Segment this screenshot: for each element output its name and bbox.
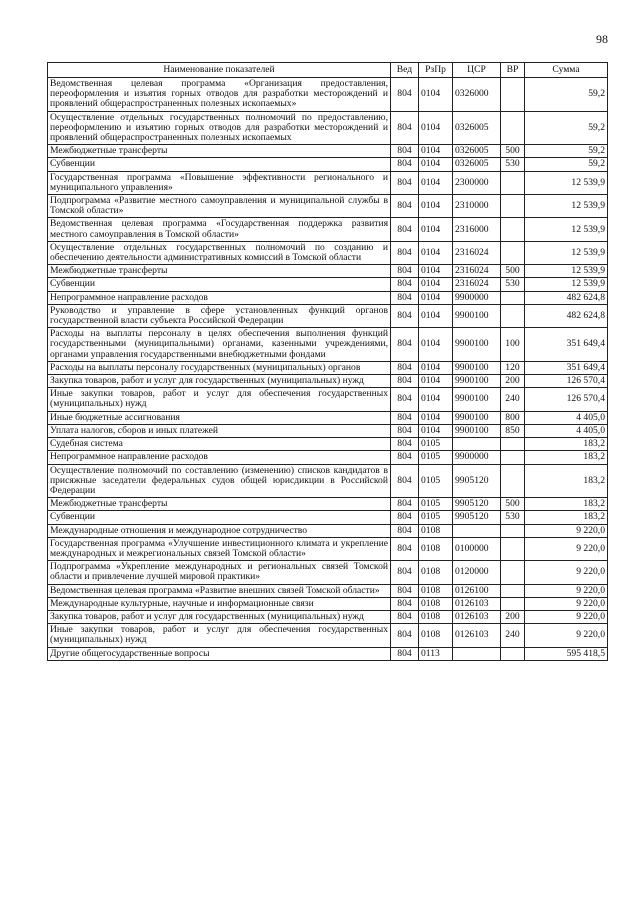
header-vr: ВР — [501, 63, 525, 78]
row-vr-cell — [501, 78, 525, 112]
row-vr-cell — [501, 524, 525, 537]
row-name-cell: Государственная программа «Повышение эффективности регионального и муниципального управления» — [48, 171, 391, 194]
row-name-cell: Закупка товаров, работ и услуг для государственных (муниципальных) нужд — [48, 375, 391, 388]
table-row — [48, 111, 608, 145]
row-ved-cell: 804 — [391, 195, 419, 218]
row-csr-cell: 2316024 — [453, 265, 501, 278]
row-name-cell: Осуществление отдельных государственных полномочий по предоставлению, переоформлению и изъятию горных отводов для разработки месторождений и проявлений общераспространенных полезных ископаемых — [48, 111, 391, 145]
row-vr-cell: 240 — [501, 388, 525, 411]
row-name-cell: Подпрограмма «Развитие местного самоуправления и муниципальной службы в Томской области» — [48, 195, 391, 218]
row-rzpr-cell: 0108 — [419, 561, 453, 584]
table-row — [48, 328, 608, 362]
header-rzpr: РзПр — [419, 63, 453, 78]
row-rzpr-cell: 0105 — [419, 451, 453, 464]
row-vr-cell: 530 — [501, 278, 525, 291]
row-name-cell: Иные бюджетные ассигнования — [48, 411, 391, 424]
row-csr-cell: 9905120 — [453, 511, 501, 524]
row-sum-cell: 9 220,0 — [525, 610, 608, 623]
row-ved-cell: 804 — [391, 218, 419, 241]
table-row — [48, 464, 608, 498]
row-sum-cell: 482 624,8 — [525, 291, 608, 304]
row-ved-cell: 804 — [391, 328, 419, 362]
row-ved-cell: 804 — [391, 278, 419, 291]
row-name-cell: Государственная программа «Улучшение инвестиционного климата и укрепление международных и межрегиональных связей Томской области» — [48, 537, 391, 560]
row-rzpr-cell: 0108 — [419, 624, 453, 647]
table-row — [48, 647, 608, 660]
row-vr-cell: 500 — [501, 265, 525, 278]
row-ved-cell: 804 — [391, 584, 419, 597]
row-csr-cell: 2300000 — [453, 171, 501, 194]
row-name-cell: Межбюджетные трансферты — [48, 265, 391, 278]
table-row — [48, 624, 608, 647]
row-sum-cell: 351 649,4 — [525, 361, 608, 374]
row-csr-cell: 9900100 — [453, 424, 501, 437]
row-sum-cell: 12 539,9 — [525, 171, 608, 194]
table-row — [48, 524, 608, 537]
row-csr-cell: 0326005 — [453, 111, 501, 145]
table-row — [48, 78, 608, 112]
table-header-row — [48, 63, 608, 78]
row-ved-cell: 804 — [391, 241, 419, 264]
row-rzpr-cell: 0104 — [419, 111, 453, 145]
row-sum-cell: 12 539,9 — [525, 218, 608, 241]
row-name-cell: Ведомственная целевая программа «Организация предоставления, переоформления и изъятия горных отводов для разработки месторождений и проявлений общераспространенных полезных ископаемых» — [48, 78, 391, 112]
row-rzpr-cell: 0104 — [419, 195, 453, 218]
row-csr-cell: 0326005 — [453, 158, 501, 171]
row-csr-cell — [453, 524, 501, 537]
table-row — [48, 361, 608, 374]
row-name-cell: Расходы на выплаты персоналу государственных (муниципальных) органов — [48, 361, 391, 374]
row-rzpr-cell: 0105 — [419, 498, 453, 511]
row-csr-cell: 0126100 — [453, 584, 501, 597]
row-rzpr-cell: 0104 — [419, 375, 453, 388]
row-sum-cell: 12 539,9 — [525, 278, 608, 291]
table-row — [48, 388, 608, 411]
row-ved-cell: 804 — [391, 524, 419, 537]
row-rzpr-cell: 0105 — [419, 464, 453, 498]
row-csr-cell: 9900100 — [453, 411, 501, 424]
row-ved-cell: 804 — [391, 561, 419, 584]
row-vr-cell — [501, 584, 525, 597]
row-ved-cell: 804 — [391, 111, 419, 145]
table-row — [48, 304, 608, 327]
row-csr-cell: 9900100 — [453, 361, 501, 374]
row-sum-cell: 183,2 — [525, 451, 608, 464]
row-vr-cell: 100 — [501, 328, 525, 362]
row-rzpr-cell: 0104 — [419, 424, 453, 437]
row-name-cell: Руководство и управление в сфере установленных функций органов государственной власти субъекта Российской Федерации — [48, 304, 391, 327]
row-vr-cell: 500 — [501, 498, 525, 511]
table-row — [48, 424, 608, 437]
row-csr-cell: 9900100 — [453, 328, 501, 362]
row-sum-cell: 9 220,0 — [525, 561, 608, 584]
row-vr-cell — [501, 537, 525, 560]
row-ved-cell: 804 — [391, 498, 419, 511]
row-csr-cell: 9905120 — [453, 464, 501, 498]
row-vr-cell: 800 — [501, 411, 525, 424]
row-sum-cell: 183,2 — [525, 438, 608, 451]
row-ved-cell: 804 — [391, 361, 419, 374]
row-vr-cell: 200 — [501, 375, 525, 388]
row-ved-cell: 804 — [391, 610, 419, 623]
row-vr-cell — [501, 647, 525, 660]
table-row — [48, 451, 608, 464]
row-sum-cell: 9 220,0 — [525, 597, 608, 610]
row-rzpr-cell: 0113 — [419, 647, 453, 660]
row-csr-cell: 9900000 — [453, 451, 501, 464]
row-sum-cell: 4 405,0 — [525, 411, 608, 424]
row-vr-cell — [501, 438, 525, 451]
row-csr-cell: 0126103 — [453, 610, 501, 623]
row-ved-cell: 804 — [391, 304, 419, 327]
row-sum-cell: 183,2 — [525, 464, 608, 498]
row-name-cell: Другие общегосударственные вопросы — [48, 647, 391, 660]
table-row — [48, 511, 608, 524]
row-rzpr-cell: 0105 — [419, 438, 453, 451]
row-csr-cell: 0126103 — [453, 597, 501, 610]
row-vr-cell — [501, 304, 525, 327]
table-row — [48, 498, 608, 511]
row-name-cell: Иные закупки товаров, работ и услуг для обеспечения государственных (муниципальных) нужд — [48, 388, 391, 411]
row-rzpr-cell: 0104 — [419, 278, 453, 291]
row-sum-cell: 9 220,0 — [525, 524, 608, 537]
row-ved-cell: 804 — [391, 451, 419, 464]
row-ved-cell: 804 — [391, 424, 419, 437]
row-ved-cell: 804 — [391, 438, 419, 451]
row-name-cell: Подпрограмма «Укрепление международных и региональных связей Томской области и привлечение лучшей мировой практики» — [48, 561, 391, 584]
row-rzpr-cell: 0104 — [419, 265, 453, 278]
row-csr-cell: 9900000 — [453, 291, 501, 304]
table-row — [48, 411, 608, 424]
row-sum-cell: 12 539,9 — [525, 265, 608, 278]
row-vr-cell: 500 — [501, 145, 525, 158]
table-row — [48, 218, 608, 241]
table-row — [48, 584, 608, 597]
row-ved-cell: 804 — [391, 411, 419, 424]
row-rzpr-cell: 0104 — [419, 361, 453, 374]
row-rzpr-cell: 0104 — [419, 328, 453, 362]
table-row — [48, 291, 608, 304]
header-ved: Вед — [391, 63, 419, 78]
row-vr-cell: 120 — [501, 361, 525, 374]
row-name-cell: Межбюджетные трансферты — [48, 498, 391, 511]
row-sum-cell: 59,2 — [525, 158, 608, 171]
row-vr-cell — [501, 111, 525, 145]
row-vr-cell — [501, 464, 525, 498]
row-name-cell: Субвенции — [48, 158, 391, 171]
row-name-cell: Непрограммное направление расходов — [48, 291, 391, 304]
row-rzpr-cell: 0108 — [419, 610, 453, 623]
header-name: Наименование показателей — [48, 63, 391, 78]
table-row — [48, 375, 608, 388]
row-vr-cell — [501, 451, 525, 464]
row-vr-cell: 530 — [501, 511, 525, 524]
row-name-cell: Ведомственная целевая программа «Развитие внешних связей Томской области» — [48, 584, 391, 597]
row-vr-cell: 240 — [501, 624, 525, 647]
row-vr-cell — [501, 195, 525, 218]
table-body — [48, 78, 608, 661]
row-vr-cell — [501, 597, 525, 610]
row-sum-cell: 183,2 — [525, 511, 608, 524]
row-csr-cell: 9900100 — [453, 388, 501, 411]
row-rzpr-cell: 0104 — [419, 145, 453, 158]
row-rzpr-cell: 0108 — [419, 584, 453, 597]
row-sum-cell: 9 220,0 — [525, 537, 608, 560]
row-sum-cell: 595 418,5 — [525, 647, 608, 660]
row-sum-cell: 12 539,9 — [525, 241, 608, 264]
row-sum-cell: 12 539,9 — [525, 195, 608, 218]
table-row — [48, 278, 608, 291]
row-sum-cell: 126 570,4 — [525, 388, 608, 411]
header-sum: Сумма — [525, 63, 608, 78]
row-vr-cell: 200 — [501, 610, 525, 623]
row-csr-cell: 0126103 — [453, 624, 501, 647]
row-ved-cell: 804 — [391, 145, 419, 158]
row-rzpr-cell: 0108 — [419, 537, 453, 560]
row-csr-cell: 0120000 — [453, 561, 501, 584]
row-rzpr-cell: 0105 — [419, 511, 453, 524]
row-vr-cell — [501, 218, 525, 241]
row-sum-cell: 183,2 — [525, 498, 608, 511]
row-ved-cell: 804 — [391, 291, 419, 304]
table-row — [48, 145, 608, 158]
row-rzpr-cell: 0104 — [419, 388, 453, 411]
row-name-cell: Субвенции — [48, 511, 391, 524]
row-name-cell: Судебная система — [48, 438, 391, 451]
row-vr-cell — [501, 291, 525, 304]
row-sum-cell: 59,2 — [525, 145, 608, 158]
row-csr-cell: 0100000 — [453, 537, 501, 560]
row-csr-cell: 9900100 — [453, 375, 501, 388]
row-rzpr-cell: 0104 — [419, 304, 453, 327]
row-rzpr-cell: 0104 — [419, 78, 453, 112]
row-name-cell: Осуществление отдельных государственных полномочий по созданию и обеспечению деятельности административных комиссий в Томской области — [48, 241, 391, 264]
table-row — [48, 597, 608, 610]
table-row — [48, 171, 608, 194]
row-sum-cell: 59,2 — [525, 78, 608, 112]
table-row — [48, 158, 608, 171]
table-row — [48, 265, 608, 278]
row-ved-cell: 804 — [391, 537, 419, 560]
row-rzpr-cell: 0104 — [419, 158, 453, 171]
row-rzpr-cell: 0108 — [419, 597, 453, 610]
header-csr: ЦСР — [453, 63, 501, 78]
row-csr-cell: 2310000 — [453, 195, 501, 218]
row-sum-cell: 126 570,4 — [525, 375, 608, 388]
row-ved-cell: 804 — [391, 375, 419, 388]
row-csr-cell — [453, 438, 501, 451]
table-row — [48, 537, 608, 560]
row-rzpr-cell: 0108 — [419, 524, 453, 537]
row-name-cell: Закупка товаров, работ и услуг для государственных (муниципальных) нужд — [48, 610, 391, 623]
row-sum-cell: 9 220,0 — [525, 624, 608, 647]
row-ved-cell: 804 — [391, 647, 419, 660]
row-name-cell: Межбюджетные трансферты — [48, 145, 391, 158]
row-name-cell: Международные отношения и международное сотрудничество — [48, 524, 391, 537]
row-vr-cell — [501, 241, 525, 264]
row-sum-cell: 9 220,0 — [525, 584, 608, 597]
row-ved-cell: 804 — [391, 265, 419, 278]
row-name-cell: Расходы на выплаты персоналу в целях обеспечения выполнения функций государственными (муниципальными) органами, казенными учреждениями, органами управления государственными внебюджетными фондами — [48, 328, 391, 362]
row-name-cell: Непрограммное направление расходов — [48, 451, 391, 464]
row-name-cell: Уплата налогов, сборов и иных платежей — [48, 424, 391, 437]
row-csr-cell: 2316024 — [453, 241, 501, 264]
row-csr-cell: 0326000 — [453, 78, 501, 112]
row-csr-cell: 2316024 — [453, 278, 501, 291]
row-name-cell: Субвенции — [48, 278, 391, 291]
row-sum-cell: 482 624,8 — [525, 304, 608, 327]
table-row — [48, 241, 608, 264]
row-ved-cell: 804 — [391, 158, 419, 171]
row-rzpr-cell: 0104 — [419, 241, 453, 264]
table-row — [48, 561, 608, 584]
row-ved-cell: 804 — [391, 464, 419, 498]
row-csr-cell: 9905120 — [453, 498, 501, 511]
row-vr-cell — [501, 171, 525, 194]
row-rzpr-cell: 0104 — [419, 411, 453, 424]
row-vr-cell: 850 — [501, 424, 525, 437]
row-sum-cell: 4 405,0 — [525, 424, 608, 437]
row-ved-cell: 804 — [391, 511, 419, 524]
row-csr-cell — [453, 647, 501, 660]
row-sum-cell: 351 649,4 — [525, 328, 608, 362]
row-ved-cell: 804 — [391, 624, 419, 647]
row-csr-cell: 9900100 — [453, 304, 501, 327]
row-vr-cell — [501, 561, 525, 584]
row-ved-cell: 804 — [391, 78, 419, 112]
row-csr-cell: 2316000 — [453, 218, 501, 241]
row-name-cell: Осуществление полномочий по составлению (изменению) списков кандидатов в присяжные заседатели федеральных судов общей юрисдикции в Российской Федерации — [48, 464, 391, 498]
budget-table — [47, 62, 608, 661]
row-ved-cell: 804 — [391, 597, 419, 610]
page-number: 98 — [596, 32, 608, 46]
row-sum-cell: 59,2 — [525, 111, 608, 145]
row-csr-cell: 0326005 — [453, 145, 501, 158]
row-vr-cell: 530 — [501, 158, 525, 171]
table-row — [48, 195, 608, 218]
row-name-cell: Ведомственная целевая программа «Государственная поддержка развития местного самоуправления в Томской области» — [48, 218, 391, 241]
row-rzpr-cell: 0104 — [419, 218, 453, 241]
row-rzpr-cell: 0104 — [419, 291, 453, 304]
row-rzpr-cell: 0104 — [419, 171, 453, 194]
table-row — [48, 438, 608, 451]
table-row — [48, 610, 608, 623]
row-ved-cell: 804 — [391, 388, 419, 411]
row-name-cell: Иные закупки товаров, работ и услуг для обеспечения государственных (муниципальных) нужд — [48, 624, 391, 647]
row-name-cell: Международные культурные, научные и информационные связи — [48, 597, 391, 610]
row-ved-cell: 804 — [391, 171, 419, 194]
